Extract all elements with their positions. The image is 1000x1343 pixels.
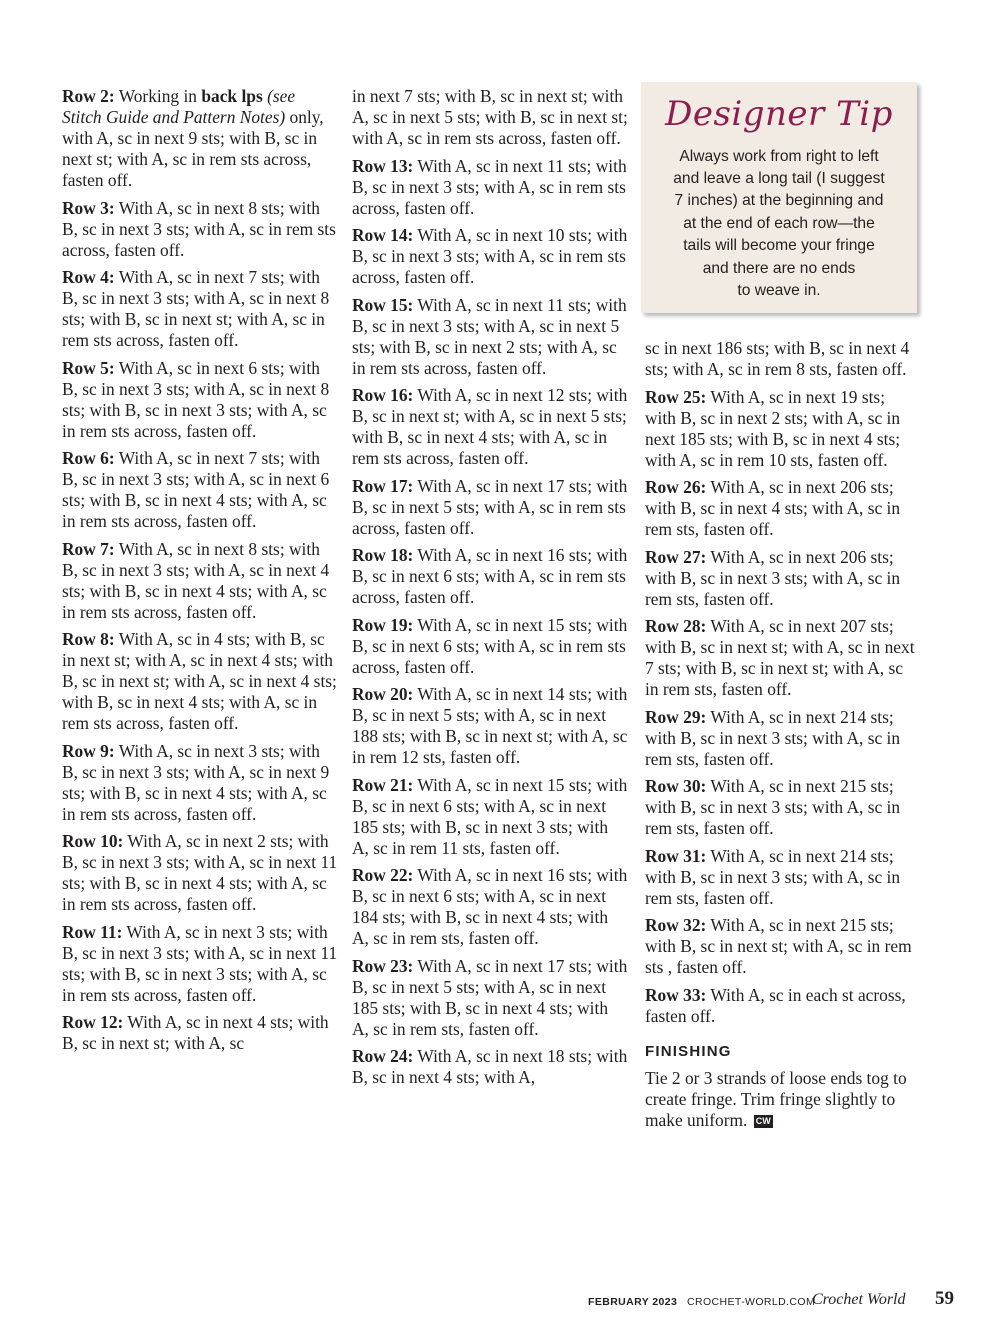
tip-line: 7 inches) at the beginning and [674, 192, 884, 209]
row-label: Row 24: [352, 1046, 414, 1066]
row-label: Row 13: [352, 155, 414, 176]
row-text: With A, sc in next 206 sts; with B, sc in next 3 sts; with A, sc in rem sts, fasten off. [645, 546, 901, 609]
row-label: Row 22: [352, 865, 414, 885]
row-text: With A, sc in next 206 sts; with B, sc in next 4 sts; with A, sc in rem sts, fasten off. [645, 477, 901, 539]
row-label: Row 16: [352, 385, 414, 405]
row-instruction [352, 225, 628, 288]
footer-issue-date: FEBRUARY 2023 [588, 1296, 678, 1308]
row-label: Row 9: [62, 740, 115, 761]
row-instruction-continued [645, 338, 915, 380]
row-label: Row 25: [645, 386, 707, 407]
row-instruction [645, 846, 915, 909]
row-instruction [352, 295, 628, 379]
row-text: With A, sc in next 14 sts; with B, sc in next 5 sts; with A, sc in next 188 sts; with B, sc in next st; with A, sc in rem 12 sts, fasten off. [352, 684, 628, 767]
row-label: Row 29: [645, 706, 707, 727]
row-text: With A, sc in next 15 sts; with B, sc in next 6 sts; with A, sc in rem sts across, fasten off. [352, 614, 628, 677]
row-text: With A, sc in next 12 sts; with B, sc in next st; with A, sc in next 5 sts; with B, sc in next 4 sts; with A, sc in rem sts across, fasten off. [352, 385, 628, 468]
row-label: Row 26: [645, 477, 707, 497]
row-text: With A, sc in next 4 sts; with B, sc in next st; with A, sc [62, 1012, 329, 1053]
row-label: Row 2: [62, 86, 115, 106]
row-label: Row 30: [645, 776, 707, 796]
row-text: With A, sc in next 215 sts; with B, sc in next st; with A, sc in rem sts , fasten off. [645, 915, 912, 977]
row-label: Row 7: [62, 538, 115, 559]
row-text: With A, sc in next 214 sts; with B, sc in next 3 sts; with A, sc in rem sts, fasten off. [645, 706, 901, 769]
row-instruction [62, 831, 338, 915]
instructions-column-1 [62, 86, 338, 1061]
row-text: With A, sc in next 19 sts; with B, sc in next 2 sts; with A, sc in next 185 sts; with B, sc in next 4 sts; with A, sc in rem 10 sts, fasten off. [645, 386, 901, 470]
tip-line: and leave a long tail (I suggest [673, 170, 885, 187]
row-instruction [352, 476, 628, 539]
tip-line: tails will become your fringe [683, 237, 875, 254]
row-text: in next 7 sts; with B, sc in next st; with A, sc in next 5 sts; with B, sc in next st; with A, sc in rem sts across, fasten off. [352, 86, 628, 148]
row-text: With A, sc in next 17 sts; with B, sc in next 5 sts; with A, sc in next 185 sts; with B, sc in next 4 sts; with A, sc in rem sts, fasten off. [352, 955, 628, 1039]
row-instruction [352, 156, 628, 219]
row-text: With A, sc in next 7 sts; with B, sc in next 3 sts; with A, sc in next 6 sts; with B, sc in next 4 sts; with A, sc in rem sts across, fasten off. [62, 448, 330, 531]
row-text: With A, sc in next 11 sts; with B, sc in next 3 sts; with A, sc in next 5 sts; with B, sc in next 2 sts; with A, sc in rem sts across, fasten off. [352, 294, 627, 378]
row-label: Row 20: [352, 684, 414, 704]
instructions-column-2 [352, 86, 628, 1095]
row-instruction [62, 358, 338, 442]
row-instruction [62, 741, 338, 825]
row-label: Row 23: [352, 955, 414, 976]
row-label: Row 18: [352, 545, 414, 565]
row-instruction [645, 776, 915, 839]
row-text: With A, sc in next 7 sts; with B, sc in next 3 sts; with A, sc in next 8 sts; with B, sc in next st; with A, sc in rem sts across, fasten off. [62, 267, 330, 350]
row-label: Row 11: [62, 921, 123, 942]
row-text: With A, sc in next 3 sts; with B, sc in next 3 sts; with A, sc in next 9 sts; with B, sc in next 4 sts; with A, sc in rem sts across, fasten off. [62, 740, 330, 824]
row-emphasis: back lps [201, 86, 263, 106]
finishing-heading: FINISHING [645, 1042, 732, 1060]
row-label: Row 28: [645, 616, 707, 636]
row-text: With A, sc in next 18 sts; with B, sc in next 4 sts; with A, [352, 1046, 628, 1087]
row-text: sc in next 186 sts; with B, sc in next 4 sts; with A, sc in rem 8 sts, fasten off. [645, 338, 910, 379]
row-instruction [62, 86, 338, 191]
row-instruction [62, 1012, 338, 1054]
designer-tip-box [641, 82, 917, 313]
row-text: With A, sc in next 11 sts; with B, sc in next 3 sts; with A, sc in rem sts across, fasten off. [352, 155, 627, 218]
footer-website: CROCHET-WORLD.COM [687, 1296, 816, 1308]
row-label: Row 3: [62, 197, 115, 218]
row-label: Row 31: [645, 845, 707, 866]
row-text: With A, sc in next 8 sts; with B, sc in next 3 sts; with A, sc in next 4 sts; with B, sc in next 4 sts; with A, sc in rem sts across, fasten off. [62, 538, 330, 622]
row-label: Row 4: [62, 267, 115, 287]
row-text: With A, sc in next 3 sts; with B, sc in next 3 sts; with A, sc in next 11 sts; with B, sc in next 3 sts; with A, sc in rem sts across, fasten off. [62, 921, 338, 1005]
row-instruction [62, 539, 338, 623]
row-text: With A, sc in next 16 sts; with B, sc in next 6 sts; with A, sc in next 184 sts; with B, sc in next 4 sts; with A, sc in rem sts, fasten off. [352, 865, 628, 948]
row-text: With A, sc in 4 sts; with B, sc in next st; with A, sc in next 4 sts; with B, sc in next st; with A, sc in next 4 sts; with B, sc in next 4 sts; with A, sc in rem sts across, fasten off. [62, 629, 337, 733]
row-instruction [645, 985, 915, 1027]
row-instruction [352, 775, 628, 859]
row-text: With A, sc in next 214 sts; with B, sc in next 3 sts; with A, sc in rem sts, fasten off. [645, 845, 901, 908]
tip-line: and there are no ends [702, 260, 856, 277]
row-italic-note: (see Stitch Guide and Pattern Notes) [62, 86, 296, 127]
row-text: With A, sc in next 8 sts; with B, sc in next 3 sts; with A, sc in rem sts across, fasten off. [62, 197, 336, 260]
row-text: With A, sc in next 215 sts; with B, sc in next 3 sts; with A, sc in rem sts, fasten off. [645, 776, 901, 838]
row-label: Row 21: [352, 774, 414, 795]
row-instruction [352, 956, 628, 1040]
row-label: Row 12: [62, 1012, 124, 1032]
end-mark-icon: CW [755, 1115, 771, 1126]
row-instruction [645, 707, 915, 770]
row-label: Row 10: [62, 831, 124, 851]
row-text: With A, sc in each st across, fasten off. [645, 984, 906, 1026]
instructions-column-3 [645, 338, 915, 1137]
row-label: Row 15: [352, 294, 414, 315]
row-text: With A, sc in next 16 sts; with B, sc in next 6 sts; with A, sc in rem sts across, fasten off. [352, 545, 628, 607]
tip-line: at the end of each row—the [683, 215, 875, 232]
row-instruction [645, 616, 915, 700]
row-label: Row 32: [645, 915, 707, 935]
row-instruction [352, 385, 628, 469]
row-instruction [62, 267, 338, 351]
row-text: only, with A, sc in next 9 sts; with B, sc in next st; with A, sc in rem sts across, fasten off. [62, 107, 324, 190]
row-instruction [352, 684, 628, 768]
row-instruction [645, 547, 915, 610]
row-label: Row 17: [352, 475, 414, 496]
row-label: Row 19: [352, 614, 414, 635]
row-label: Row 33: [645, 984, 707, 1005]
row-instruction [352, 615, 628, 678]
row-text: With A, sc in next 207 sts; with B, sc in next st; with A, sc in next 7 sts; with B, sc in next st; with A, sc in rem sts, fasten off. [645, 616, 915, 699]
row-label: Row 14: [352, 225, 414, 245]
row-text: With A, sc in next 6 sts; with B, sc in next 3 sts; with A, sc in next 8 sts; with B, sc in next 3 sts; with A, sc in rem sts across, fasten off. [62, 357, 330, 441]
row-text: With A, sc in next 17 sts; with B, sc in next 5 sts; with A, sc in rem sts across, fasten off. [352, 475, 628, 538]
designer-tip-title: Designer Tip [665, 94, 893, 134]
row-instruction [645, 387, 915, 471]
row-text: With A, sc in next 2 sts; with B, sc in next 3 sts; with A, sc in next 11 sts; with B, sc in next 4 sts; with A, sc in rem sts across, fasten off. [62, 831, 338, 914]
row-instruction [62, 922, 338, 1006]
row-label: Row 27: [645, 546, 707, 567]
row-instruction [645, 477, 915, 540]
row-instruction [645, 915, 915, 978]
row-instruction [62, 629, 338, 734]
row-instruction-continued [352, 86, 628, 149]
row-text: With A, sc in next 10 sts; with B, sc in next 3 sts; with A, sc in rem sts across, fasten off. [352, 225, 628, 287]
finishing-text [645, 1068, 915, 1131]
row-instruction [62, 448, 338, 532]
row-instruction [62, 198, 338, 261]
row-label: Row 5: [62, 357, 115, 378]
footer-magazine-name: Crochet World [812, 1291, 906, 1308]
finishing-body: Tie 2 or 3 strands of loose ends tog to create fringe. Trim fringe slightly to make uniform. [645, 1067, 907, 1130]
row-label: Row 6: [62, 448, 115, 468]
tip-line: to weave in. [737, 282, 821, 299]
row-instruction [352, 1046, 628, 1088]
tip-line: Always work from right to left [679, 148, 879, 165]
row-text: With A, sc in next 15 sts; with B, sc in next 6 sts; with A, sc in next 185 sts; with B, sc in next 3 sts; with A, sc in rem 11 sts, fasten off. [352, 774, 628, 858]
page-number: 59 [935, 1288, 954, 1309]
row-instruction [352, 545, 628, 608]
row-text: Working in [114, 86, 202, 106]
row-label: Row 8: [62, 629, 115, 649]
row-instruction [352, 865, 628, 949]
